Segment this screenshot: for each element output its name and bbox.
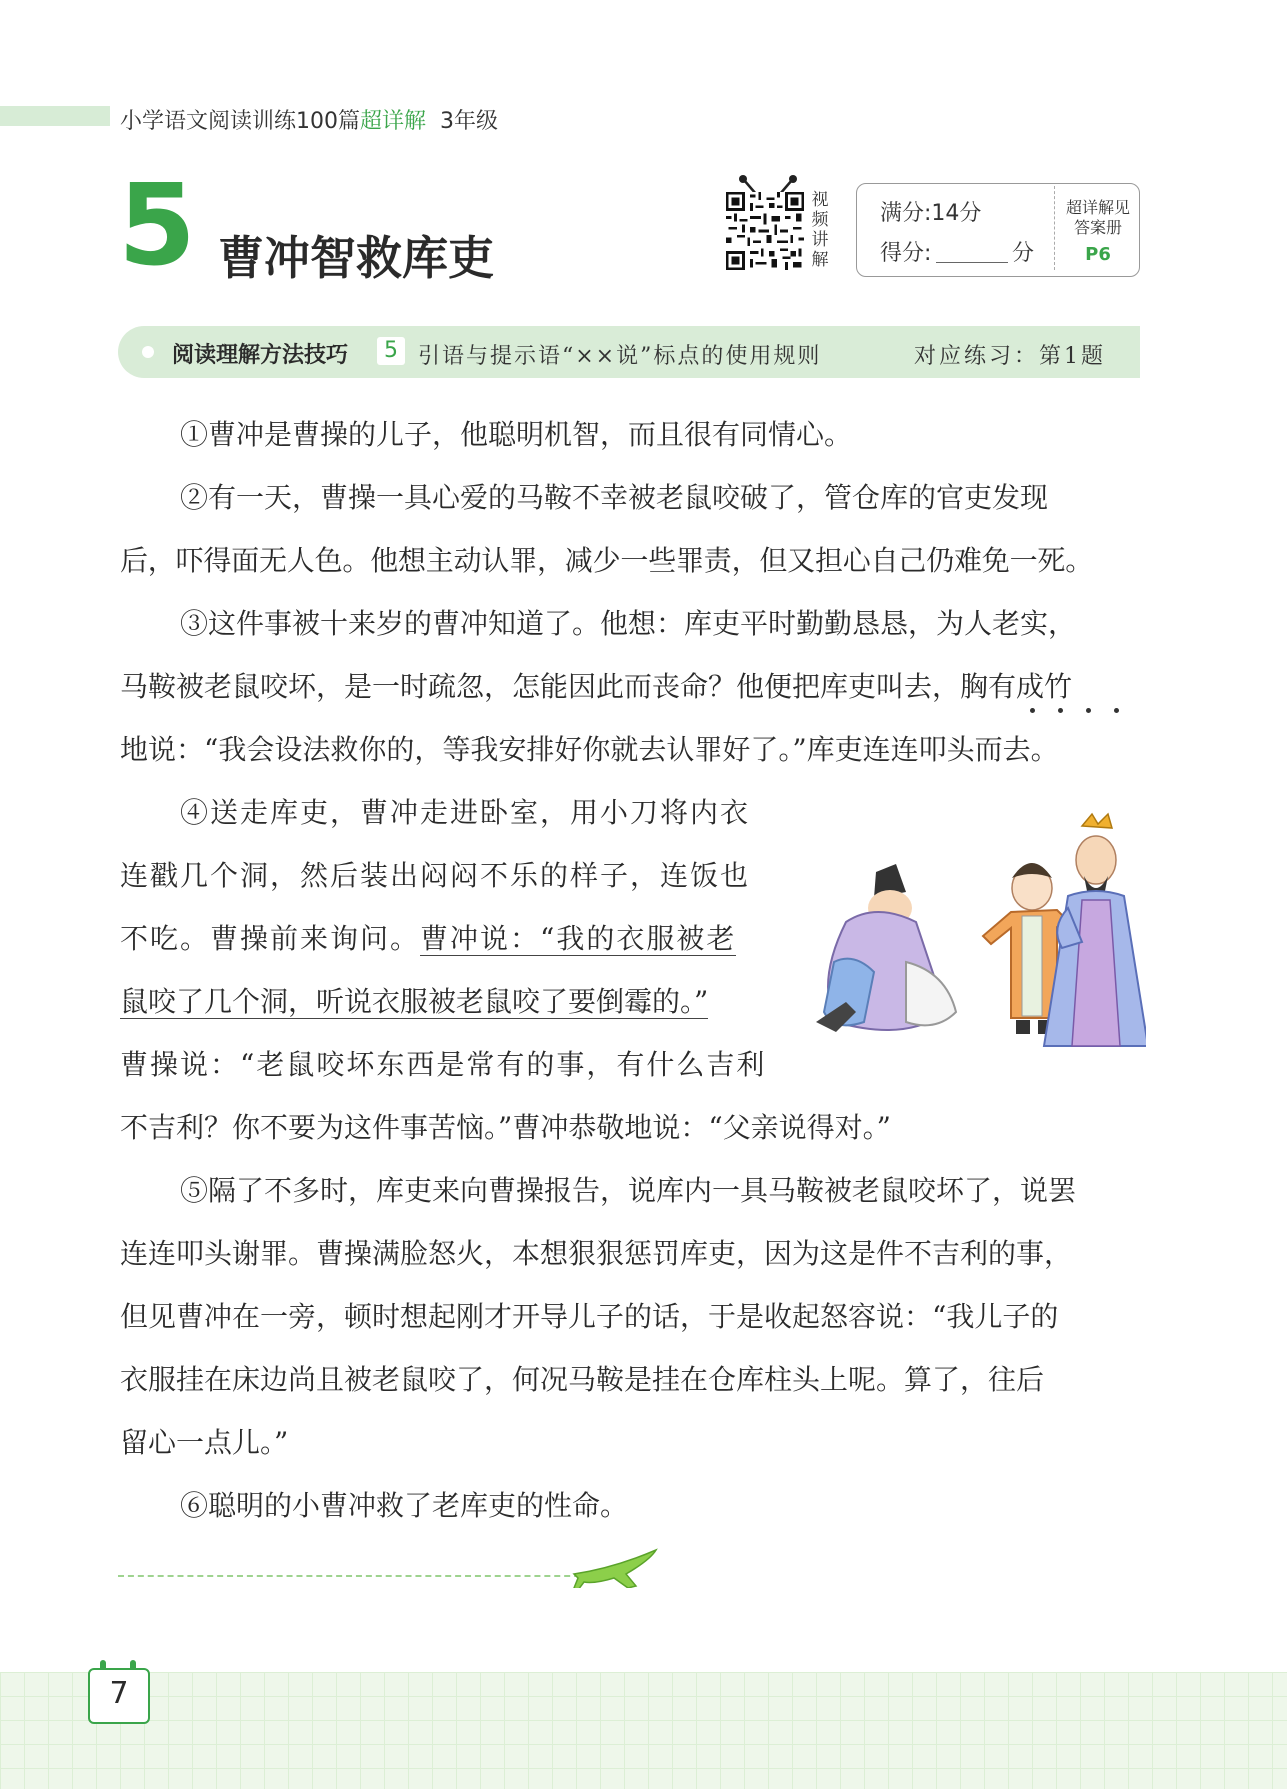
grid-background bbox=[0, 1672, 1287, 1789]
answer-page: P6 bbox=[1085, 244, 1111, 265]
score-got-label: 得分: bbox=[880, 241, 932, 266]
passage-line: ①曹冲是曹操的儿子，他聪明机智，而且很有同情心。 bbox=[180, 418, 853, 451]
passage-line bbox=[120, 985, 708, 1019]
grade-label: 3年级 bbox=[440, 109, 499, 134]
passage-line: 留心一点儿。” bbox=[120, 1426, 289, 1459]
cao-cao-figure bbox=[1044, 814, 1146, 1046]
passage-line: 连连叩头谢罪。曹操满脸怒火，本想狠狠惩罚库吏，因为这是件不吉利的事， bbox=[120, 1237, 1073, 1270]
score-blank[interactable] bbox=[936, 262, 1008, 263]
passage-line: 连戳几个洞，然后装出闷闷不乐的样子，连饭也 bbox=[120, 859, 751, 892]
passage-line: 衣服挂在床边尚且被老鼠咬了，何况马鞍是挂在仓库柱头上呢。算了，往后 bbox=[120, 1363, 1045, 1396]
underlined-quote: 鼠咬了几个洞，听说衣服被老鼠咬了要倒霉的。” bbox=[120, 985, 709, 1018]
airplane-icon bbox=[570, 1542, 660, 1588]
passage-line: 后，吓得面无人色。他想主动认罪，减少一些罪责，但又担心自己仍难免一死。 bbox=[120, 544, 1094, 577]
full-score-label: 满分:14分 bbox=[880, 201, 982, 226]
exercise-reference: 对应练习：第1题 bbox=[914, 344, 1106, 369]
lesson-title: 曹冲智救库吏 bbox=[218, 231, 494, 285]
page-number: 7 bbox=[109, 1676, 129, 1711]
score-unit: 分 bbox=[1012, 241, 1035, 266]
qr-code-icon[interactable] bbox=[726, 192, 804, 270]
book-header bbox=[120, 104, 498, 135]
passage-line: 但见曹冲在一旁，顿时想起刚才开导儿子的话，于是收起怒容说：“我儿子的 bbox=[120, 1300, 1059, 1333]
passage-line: ⑥聪明的小曹冲救了老库吏的性命。 bbox=[180, 1489, 629, 1522]
passage-line: ②有一天，曹操一具心爱的马鞍不幸被老鼠咬破了，管仓库的官吏发现 bbox=[180, 481, 1049, 514]
passage-line: 曹操说：“老鼠咬坏东西是常有的事，有什么吉利 bbox=[120, 1048, 767, 1081]
book-title: 小学语文阅读训练100篇 bbox=[120, 109, 360, 134]
kneeling-official-figure bbox=[816, 864, 956, 1032]
underlined-quote: 曹冲说：“我的衣服被老 bbox=[420, 922, 737, 955]
header-color-bar bbox=[0, 106, 110, 126]
method-title: 阅读理解方法技巧 bbox=[172, 343, 349, 368]
passage-line bbox=[120, 922, 736, 956]
passage-line: 不吉利？你不要为这件事苦恼。”曹冲恭敬地说：“父亲说得对。” bbox=[120, 1111, 891, 1144]
story-illustration bbox=[806, 812, 1146, 1060]
book-accent: 超详解 bbox=[360, 109, 427, 134]
score-divider bbox=[1054, 186, 1055, 270]
video-explain-label: 视 频 讲 解 bbox=[811, 190, 829, 270]
method-number: 5 bbox=[377, 337, 405, 365]
passage-line: 地说：“我会设法救你的，等我安排好你就去认罪好了。”库吏连连叩头而去。 bbox=[120, 733, 1059, 766]
passage-line: ⑤隔了不多时，库吏来向曹操报告，说库内一具马鞍被老鼠咬坏了，说罢 bbox=[180, 1174, 1077, 1207]
passage-text: 不吃。曹操前来询问。 bbox=[120, 922, 421, 955]
answer-reference: 超详解见 答案册 bbox=[1065, 198, 1130, 237]
method-rule: 引语与提示语“××说”标点的使用规则 bbox=[418, 344, 822, 369]
section-divider bbox=[118, 1575, 590, 1577]
passage-line: 马鞍被老鼠咬坏，是一时疏忽，怎能因此而丧命？他便把库吏叫去，胸有成竹 bbox=[120, 670, 1073, 703]
lesson-number: 5 bbox=[118, 161, 196, 291]
bullet-dot bbox=[142, 346, 154, 358]
passage-line: ④送走库吏，曹冲走进卧室，用小刀将内衣 bbox=[180, 796, 751, 829]
passage-line: ③这件事被十来岁的曹冲知道了。他想：库吏平时勤勤恳恳，为人老实， bbox=[180, 607, 1077, 640]
